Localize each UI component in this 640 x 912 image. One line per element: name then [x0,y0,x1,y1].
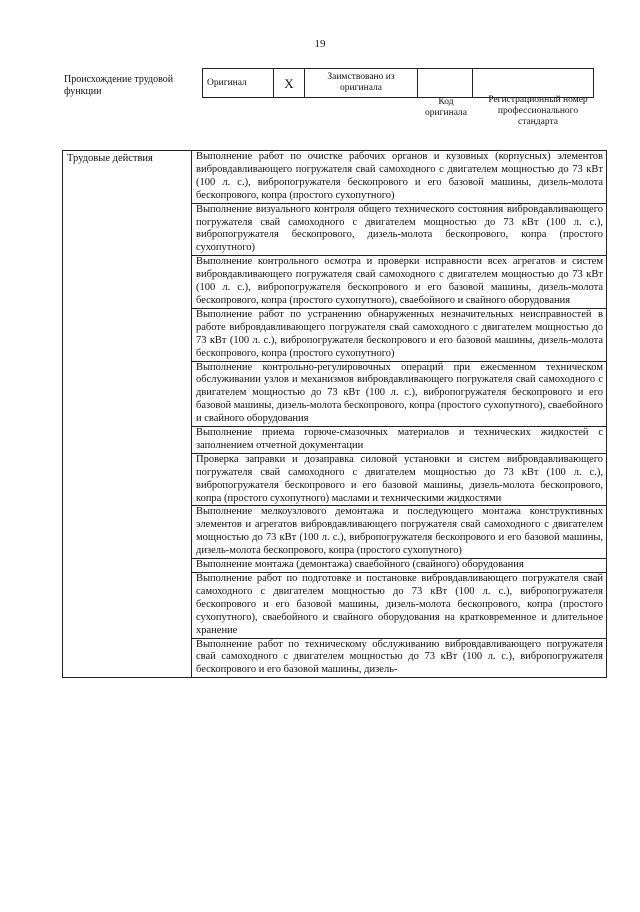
work-actions-table [62,150,607,678]
work-action-item: Выполнение мелкоузлового демонтажа и последующего монтажа конструктивных элементов и агрегатов вибровдавливающего погружателя свай самоходного с двигателем мощностью до 73 кВт (100 л. с.), вибропогружателя бескопрового и его базовой машины, дизель-молота бескопрового, копра (простого сухопутного) [192,506,606,559]
work-action-item: Выполнение визуального контроля общего технического состояния вибровдавливающего погружателя свай самоходного с двигателем мощностью до 73 кВт (100 л. с.), вибропогружателя бескопрового, дизель-молота бескопрового, копра (простого сухопутного) [192,204,606,257]
reg-number-cell [473,69,594,98]
work-actions-list [192,151,607,678]
work-action-item: Выполнение работ по очистке рабочих органов и кузовных (корпусных) элементов вибровдавливающего погружателя свай самоходного с двигателем мощностью до 73 кВт (100 л. с.), вибропогружателя бескопрового и его базовой машины, дизель-молота бескопрового, копра (простого сухопутного) [192,151,606,204]
original-mark: X [274,69,305,98]
work-action-item: Выполнение работ по устранению обнаруженных незначительных неисправностей в работе вибровдавливающего погружателя свай самоходного с двигателем мощностью до 73 кВт (100 л. с.), вибропогружателя бескопрового и его базовой машины, дизель-молота бескопрового, копра (простого сухопутного) [192,309,606,362]
work-action-item: Выполнение работ по техническому обслуживанию вибровдавливающего погружателя свай самоходного с двигателем мощностью до 73 кВт (100 л. с.), вибропогружателя бескопрового и его базовой машины, дизель- [196,638,603,676]
work-action-item: Выполнение работ по подготовке и постановке вибровдавливающего погружателя свай самоходного с двигателем мощностью до 73 кВт (100 л. с.), вибропогружателя бескопрового и его базовой машины, дизель-молота бескопрового, копра (простого сухопутного), сваебойного и свайного оборудования на кратковременное и длительное хранение [192,573,606,639]
borrowed-cell: Заимствовано из оригинала [305,69,418,98]
work-action-item: Выполнение контрольного осмотра и проверки исправности всех агрегатов и систем вибровдавливающего погружателя свай самоходного с двигателем мощностью до 73 кВт (100 л. с.), вибропогружателя бескопрового и его базовой машины, дизель-молота бескопрового, копра (простого сухопутного), сваебойного и свайного оборудования [192,256,606,309]
original-cell: Оригинал [203,69,274,98]
work-actions-label: Трудовые действия [63,151,192,678]
code-cell [418,69,473,98]
origin-label: Происхождение трудовой функции [64,74,174,97]
work-action-item: Выполнение контрольно-регулировочных операций при ежесменном техническом обслуживании узлов и механизмов вибровдавливающего погружателя свай самоходного с двигателем мощностью до 73 кВт (100 л. с.), вибропогружателя бескопрового и его базовой машины, дизель-молота бескопрового, копра (простого сухопутного), сваебойного и свайного оборудования [192,362,606,428]
page-number: 19 [314,38,326,50]
origin-table [202,68,594,98]
work-action-item: Выполнение монтажа (демонтажа) сваебойного (свайного) оборудования [192,559,606,573]
code-caption: Код оригинала [425,97,467,118]
work-action-item: Проверка заправки и дозаправка силовой установки и систем вибровдавливающего погружателя свай самоходного с двигателем мощностью до 73 кВт (100 л. с.), вибропогружателя бескопрового и его базовой машины, дизель-молота бескопрового, копра (простого сухопутного) маслами и техническими жидкостями [192,454,606,507]
work-action-item: Выполнение приема горюче-смазочных материалов и технических жидкостей с заполнением отчетной документации [192,427,606,454]
reg-number-caption: Регистрационный номер профессионального стандарта [488,95,588,127]
